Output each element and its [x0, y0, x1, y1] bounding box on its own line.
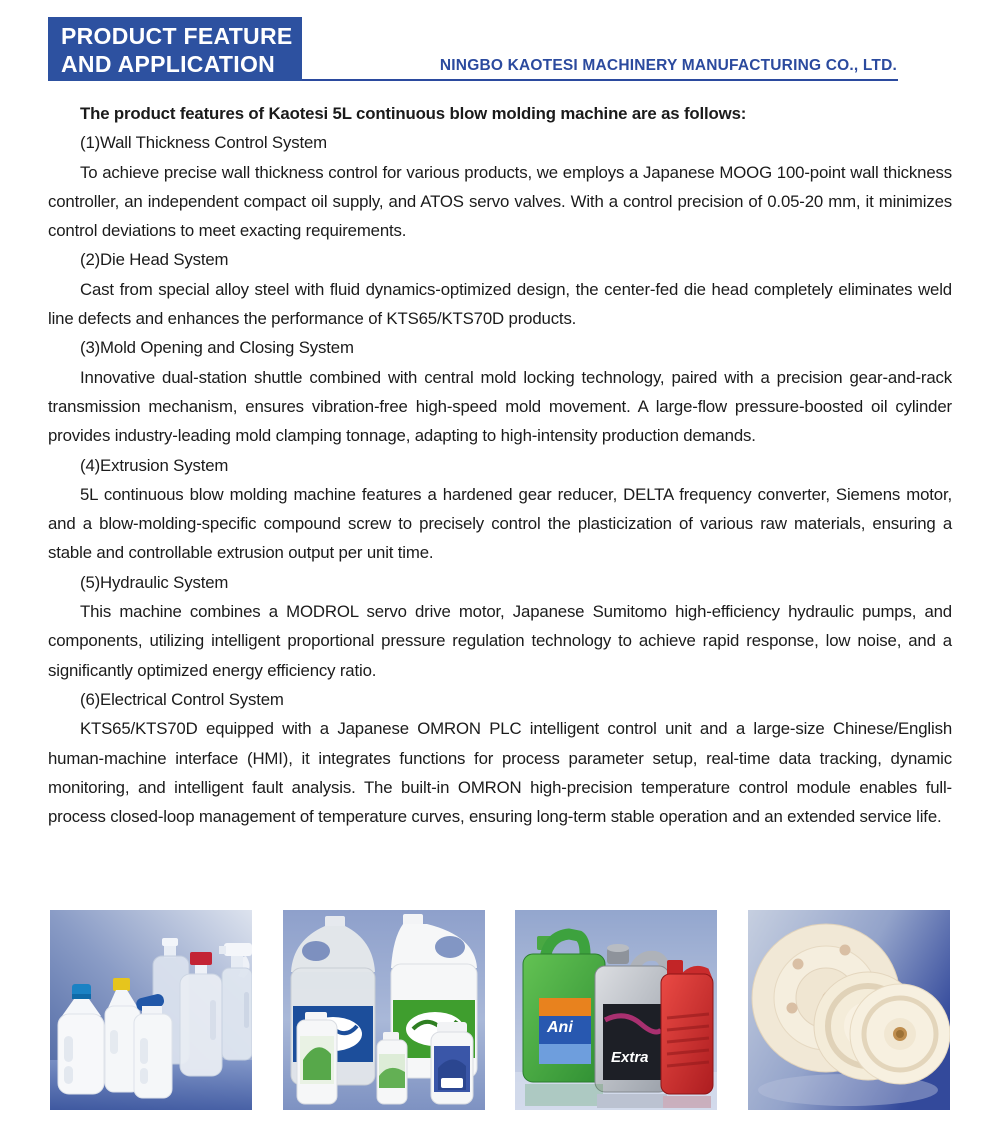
- green-jerry-can: [523, 934, 605, 1082]
- photo-white-bottles: [50, 910, 252, 1110]
- section-3-body: Innovative dual-station shuttle combined with central mold locking technology, paired with a precision gear-and-rack transmission mechanism, ensures vibration-free high-speed mold movement. A large-flow pressure-boosted oil cylinder provides industry-leading mold clamping tonnage, adapting to high-intensity production demands.: [48, 367, 952, 446]
- silver-jerry-can: [595, 944, 669, 1092]
- product-photo-gallery: [50, 910, 950, 1110]
- small-green-bottle: [297, 1012, 337, 1104]
- header-divider: [302, 79, 898, 81]
- company-name: NINGBO KAOTESI MACHINERY MANUFACTURING CO., LTD.: [439, 57, 897, 74]
- small-blue-bottle: [431, 1022, 473, 1104]
- section-1-title: (1)Wall Thickness Control System: [80, 133, 327, 153]
- section-2-title: (2)Die Head System: [80, 250, 229, 270]
- silver-can-label-text: Extra: [611, 1049, 649, 1066]
- photo-gallon-jugs: [283, 910, 485, 1110]
- front-pulley-disc: [850, 984, 950, 1084]
- red-jerry-can: [661, 960, 713, 1094]
- section-2-body: Cast from special alloy steel with fluid dynamics-optimized design, the center-fed die head completely eliminates weld line defects and enhances the performance of KTS65/KTS70D products.: [48, 279, 952, 329]
- section-3-title: (3)Mold Opening and Closing System: [80, 338, 354, 358]
- green-can-label-text: Ani: [547, 1019, 574, 1036]
- photo-jerry-cans: [515, 910, 717, 1110]
- section-6-body: KTS65/KTS70D equipped with a Japanese OMRON PLC intelligent control unit and a large-size Chinese/English human-machine interface (HMI), it integrates functions for process parameter setup, real-time data tracking, dynamic monitoring, and intelligent fault analysis. The built-in OMRON high-precision temperature control module enables full-process closed-loop management of temperature curves, ensuring long-term stable operation and an extended service life.: [48, 719, 952, 827]
- photo-plastic-flanges: [748, 910, 950, 1110]
- article-intro: The product features of Kaotesi 5L continuous blow molding machine are as follows:: [80, 104, 747, 123]
- section-4-body: 5L continuous blow molding machine features a hardened gear reducer, DELTA frequency converter, Siemens motor, and a blow-molding-specific compound screw to precisely control the plasticization of various raw materials, ensuring a stable and controllable extrusion output per unit time.: [48, 484, 952, 563]
- section-5-title: (5)Hydraulic System: [80, 572, 229, 592]
- section-6-title: (6)Electrical Control System: [80, 689, 284, 709]
- section-5-body: This machine combines a MODROL servo drive motor, Japanese Sumitomo high-efficiency hydraulic pumps, and components, utilizing intelligent proportional pressure regulation technology to achieve rapid response, low noise, and a significantly optimized energy efficiency ratio.: [48, 602, 952, 680]
- section-4-title: (4)Extrusion System: [80, 455, 229, 475]
- banner-line-2: AND APPLICATION: [61, 51, 276, 77]
- page-title-banner: [48, 17, 302, 81]
- section-1-body: To achieve precise wall thickness control for various products, we employs a Japanese MOOG 100-point wall thickness controller, an independent compact oil supply, and ATOS servo valves. With a control precision of 0.05-20 mm, it minimizes control deviations to meet exacting requirements.: [48, 162, 952, 241]
- banner-line-1: PRODUCT FEATURE: [61, 23, 293, 49]
- small-white-bottle: [377, 1032, 407, 1104]
- feature-article: [48, 99, 952, 831]
